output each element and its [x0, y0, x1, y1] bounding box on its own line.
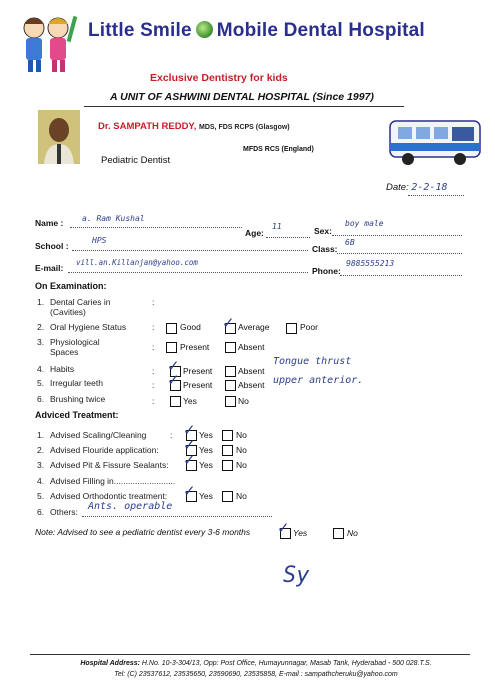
brushing-no-label: No: [238, 396, 249, 406]
hygiene-poor-checkbox[interactable]: [286, 323, 297, 334]
scaling-yes-checkmark-icon: ✓: [183, 422, 196, 439]
sex-value: boy male: [345, 219, 384, 228]
sealants-yes-label: Yes: [199, 460, 213, 470]
exam-row-3-label2: Spaces: [50, 347, 79, 357]
age-value: 11: [272, 222, 282, 231]
treat-row-4-num: 4.: [37, 476, 45, 486]
scaling-yes-label: Yes: [199, 430, 213, 440]
spaces-absent-label: Absent: [238, 342, 265, 352]
name-value: a. Ram Kushal: [82, 214, 145, 223]
exam-row-5-label: Irregular teeth: [50, 378, 103, 388]
spaces-present-checkbox[interactable]: [166, 342, 177, 353]
habits-present-checkmark-icon: ✓: [167, 358, 180, 375]
hygiene-average-label: Average: [238, 322, 270, 332]
exam-row-1-label2: (Cavities): [50, 307, 86, 317]
email-value: vill.an.Killanjan@yahoo.com: [76, 258, 198, 267]
treat-row-5-num: 5.: [37, 491, 45, 501]
school-label: School :: [35, 241, 69, 251]
habits-present-label: Present: [183, 366, 213, 376]
school-value: HPS: [92, 236, 107, 245]
footer-address: Hospital Address: H.No. 10-3-304/13, Opp: Post Office, Humayunnagar, Masab Tank, Hyderabad - 500 028.T.S.: [80, 660, 432, 667]
hygiene-poor-label: Poor: [300, 322, 318, 332]
exam-row-1-label: Dental Caries in: [50, 297, 111, 307]
hospital-title: Little Smile Mobile Dental Hospital: [88, 20, 425, 41]
hygiene-average-checkmark-icon: ✓: [222, 315, 235, 332]
class-value: 6B: [345, 238, 355, 247]
exam-row-6-colon: :: [152, 396, 155, 406]
exam-row-1-colon: :: [152, 297, 155, 307]
exam-row-5-colon: :: [152, 380, 155, 390]
treat-row-2-label: Advised Flouride application:: [50, 445, 159, 455]
class-label: Class:: [312, 244, 338, 254]
followup-no-checkbox[interactable]: [333, 528, 344, 539]
exam-row-3-label: Physiological: [50, 337, 100, 347]
teeth-present-label: Present: [183, 380, 213, 390]
fluoride-yes-label: Yes: [199, 445, 213, 455]
sealants-no-checkbox[interactable]: [222, 460, 233, 471]
others-value: Ants. operable: [88, 501, 173, 512]
name-label: Name :: [35, 218, 64, 228]
exam-row-2-num: 2.: [37, 322, 45, 332]
exam-row-6-num: 6.: [37, 394, 45, 404]
school-underline: [72, 241, 308, 251]
age-label: Age:: [245, 228, 264, 238]
treat-row-6-label: Others:: [50, 507, 78, 517]
scaling-no-label: No: [236, 430, 247, 440]
sealants-no-label: No: [236, 460, 247, 470]
teeth-absent-label: Absent: [238, 380, 265, 390]
treat-row-1-label: Advised Scaling/Cleaning: [50, 430, 147, 440]
brushing-no-checkbox[interactable]: [225, 396, 236, 407]
sealants-yes-checkmark-icon: ✓: [183, 452, 196, 469]
treat-row-2-num: 2.: [37, 445, 45, 455]
exam-row-2-label: Oral Hygiene Status: [50, 322, 127, 332]
teeth-note: upper anterior.: [273, 375, 364, 386]
exam-row-4-label: Habits: [50, 364, 75, 374]
exam-row-1-num: 1.: [37, 297, 45, 307]
followup-note: Note: Advised to see a pediatric dentist every 3-6 months: [35, 527, 251, 537]
footer-contact: Tel: (C) 23537612, 23535650, 23590690, 23535858, E-mail : sampathcheruku@yahoo.com: [114, 671, 398, 678]
habits-absent-label: Absent: [238, 366, 265, 376]
doctor-name: Dr. SAMPATH REDDY, MDS, FDS RCPS (Glasgow): [98, 121, 290, 132]
followup-no-label: No: [347, 528, 358, 538]
fluoride-yes-checkmark-icon: ✓: [183, 437, 196, 454]
followup-yes-label: Yes: [293, 528, 308, 538]
hygiene-good-label: Good: [180, 322, 201, 332]
treat-row-1-num: 1.: [37, 430, 45, 440]
examination-heading: On Examination:: [35, 281, 107, 291]
teeth-present-checkmark-icon: ✓: [167, 372, 180, 389]
treat-row-5-label: Advised Orthodontic treatment:: [50, 491, 168, 501]
date-field: Date: 2-2-18: [386, 182, 448, 193]
exam-row-3-colon: :: [152, 342, 155, 352]
phone-value: 9885555213: [346, 259, 395, 268]
doctor-role: Pediatric Dentist: [101, 155, 171, 166]
hygiene-good-checkbox[interactable]: [166, 323, 177, 334]
teeth-absent-checkbox[interactable]: [225, 380, 236, 391]
email-label: E-mail:: [35, 263, 64, 273]
exam-row-4-colon: :: [152, 366, 155, 376]
tagline: Exclusive Dentistry for kids: [150, 72, 288, 84]
spaces-absent-checkbox[interactable]: [225, 342, 236, 353]
class-underline: [337, 244, 462, 254]
date-underline: [408, 186, 464, 196]
brushing-yes-label: Yes: [183, 396, 197, 406]
doctor-photo: [38, 110, 80, 164]
ortho-yes-checkmark-icon: ✓: [183, 483, 196, 500]
habits-note: Tongue thrust: [273, 356, 352, 367]
fluoride-no-label: No: [236, 445, 247, 455]
tooth-ball-icon: [196, 21, 213, 38]
ortho-no-label: No: [236, 491, 247, 501]
exam-row-4-num: 4.: [37, 364, 45, 374]
phone-label: Phone:: [312, 266, 341, 276]
ortho-yes-label: Yes: [199, 491, 213, 501]
brushing-yes-checkbox[interactable]: [170, 396, 181, 407]
spaces-present-label: Present: [180, 342, 210, 352]
treatment-heading: Adviced Treatment:: [35, 410, 119, 420]
mobile-bus-icon: [386, 113, 484, 171]
sex-label: Sex:: [314, 226, 332, 236]
footer-rule: [30, 654, 470, 655]
doctor-quals-2: MFDS RCS (England): [243, 146, 314, 153]
treat-row-6-num: 6.: [37, 507, 45, 517]
fluoride-no-checkbox[interactable]: [222, 445, 233, 456]
exam-row-5-num: 5.: [37, 378, 45, 388]
treat-row-3-label: Advised Pit & Fissure Sealants:: [50, 460, 169, 470]
scaling-no-checkbox[interactable]: [222, 430, 233, 441]
doctor-signature: Sy: [283, 563, 310, 588]
habits-absent-checkbox[interactable]: [225, 366, 236, 377]
treat-row-3-num: 3.: [37, 460, 45, 470]
exam-row-6-label: Brushing twice: [50, 394, 106, 404]
exam-row-3-num: 3.: [37, 337, 45, 347]
kids-logo-icon: [14, 10, 82, 76]
treat-row-4-label: Advised Filling in..........................: [50, 476, 176, 486]
followup-yes-checkmark-icon: ✓: [277, 520, 290, 537]
unit-line: A UNIT OF ASHWINI DENTAL HOSPITAL (Since 1997): [110, 91, 374, 103]
exam-row-2-colon: :: [152, 322, 155, 332]
treat-row-1-colon: :: [170, 430, 173, 440]
header-rule: [84, 106, 404, 107]
ortho-no-checkbox[interactable]: [222, 491, 233, 502]
